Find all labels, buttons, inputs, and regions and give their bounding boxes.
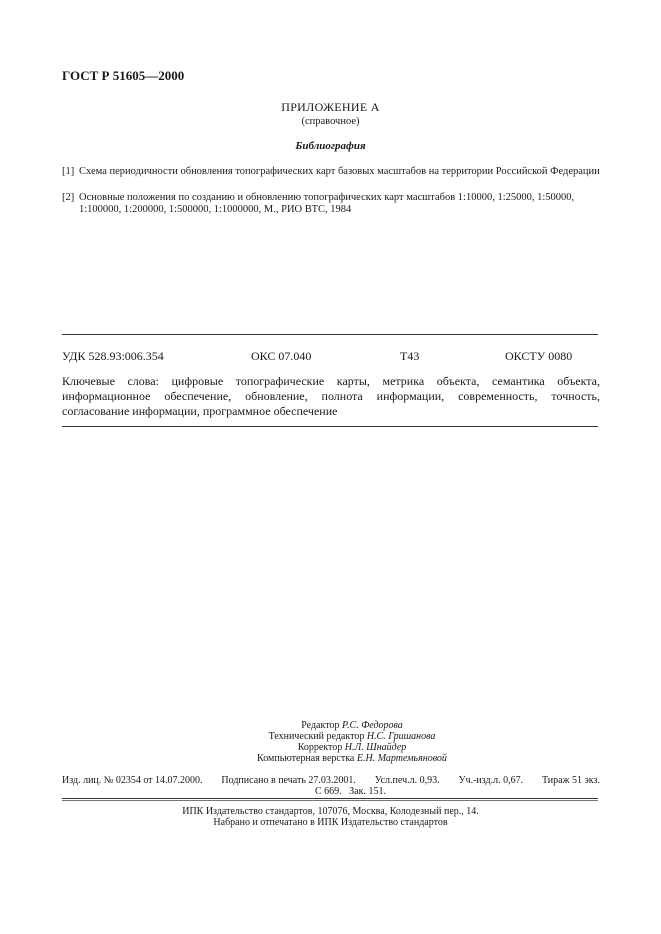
bibliography-item — [62, 192, 600, 216]
appendix-subtitle: (справочное) — [301, 116, 360, 127]
separator-rule — [62, 334, 598, 335]
credit-name: Р.С. Федорова — [341, 720, 403, 731]
appendix-title: ПРИЛОЖЕНИЕ А — [281, 100, 380, 114]
publishing-sheets: Уч.-изд.л. 0,67. — [458, 775, 524, 786]
credit-line — [222, 720, 482, 731]
signed-info: Подписано в печать 27.03.2001. — [221, 775, 356, 786]
credit-name: Е.Н. Мартемьяновой — [356, 753, 447, 764]
order-c: С 669. — [315, 786, 342, 797]
okstu-code: ОКСТУ 0080 — [505, 349, 573, 363]
bibliography-item-number: [1] — [62, 166, 75, 177]
credit-name: Н.Л. Шнайдер — [344, 742, 407, 753]
publisher-print-note: Набрано и отпечатано в ИПК Издательство стандартов — [213, 817, 448, 828]
license-info: Изд. лиц. № 02354 от 14.07.2000. — [62, 775, 203, 786]
bibliography-item-text: Основные положения по созданию и обновлению топографических карт масштабов 1:10000, 1:25000, 1:50000, 1:100000, 1:200000, 1:500000, 1:1000000, М., РИО ВТС, 1984 — [79, 192, 575, 215]
bibliography-item-number: [2] — [62, 192, 75, 203]
imprint-block — [62, 775, 600, 797]
oks-code: ОКС 07.040 — [251, 349, 312, 363]
credit-line — [222, 753, 482, 764]
credit-role: Технический редактор — [268, 731, 365, 742]
credit-role: Корректор — [297, 742, 343, 753]
publisher-address: ИПК Издательство стандартов, 107076, Москва, Колодезный пер., 14. — [182, 806, 479, 817]
imprint-row — [62, 775, 600, 786]
credit-line — [222, 731, 482, 742]
credit-role: Компьютерная верстка — [257, 753, 355, 764]
bibliography-title: Библиография — [295, 140, 366, 152]
publisher-block — [0, 806, 661, 828]
imprint-row — [62, 786, 600, 797]
print-sheets: Усл.печ.л. 0,93. — [374, 775, 440, 786]
credit-role: Редактор — [301, 720, 340, 731]
copies-count: Тираж 51 экз. — [541, 775, 600, 786]
credits-block — [222, 720, 482, 764]
credit-name: Н.С. Гришанова — [366, 731, 436, 742]
udk-code: УДК 528.93:006.354 — [62, 349, 164, 363]
keywords: Ключевые слова: цифровые топографические карты, метрика объекта, семантика объекта, информационное обеспечение, обновление, полнота информации, современность, точность, согласование информации, программное обеспечение — [62, 374, 600, 418]
separator-rule — [62, 426, 598, 427]
order-zak: Зак. 151. — [349, 786, 386, 797]
credit-line — [222, 742, 482, 753]
bibliography-item — [62, 166, 600, 178]
bibliography-item-text: Схема периодичности обновления топографических карт базовых масштабов на территории Российской Федерации — [79, 166, 600, 177]
standard-number: ГОСТ Р 51605—2000 — [62, 68, 185, 83]
group-code: Т43 — [400, 349, 420, 363]
separator-rule — [62, 798, 598, 801]
